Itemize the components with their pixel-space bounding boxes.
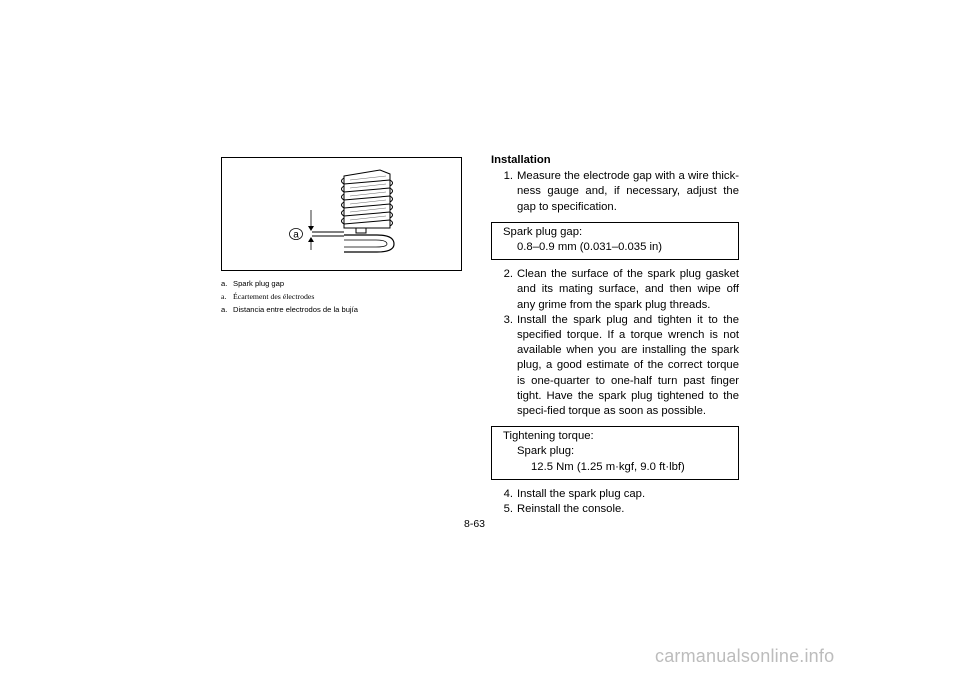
spec-box-gap xyxy=(491,222,739,260)
ground-electrode xyxy=(344,235,394,252)
step-3: 3. Install the spark plug and tighten it to the specified torque. If a torque wrench is not available when you are installing the spark plug, a good estimate of the correct torque is one-quarter to one-half turn past finger tight. Have the spark plug tightened to the speci-fied torque as soon as possible. xyxy=(503,313,739,418)
spec-gap-value: 0.8–0.9 mm (0.031–0.035 in) xyxy=(517,241,663,254)
spec-torque-sublabel: Spark plug: xyxy=(517,445,575,458)
spark-plug-threads xyxy=(342,170,393,228)
spec-gap-label: Spark plug gap: xyxy=(503,225,583,238)
step-5: 5. Reinstall the console. xyxy=(503,503,625,516)
spec-torque-value: 12.5 Nm (1.25 m·kgf, 9.0 ft·lbf) xyxy=(531,460,685,473)
step-4: 4. Install the spark plug cap. xyxy=(503,487,646,500)
watermark-link[interactable]: carmanualsonline.info xyxy=(655,646,835,666)
spark-plug-illustration xyxy=(222,158,463,272)
caption-english: a. Spark plug gap xyxy=(221,279,285,288)
caption-french: a. Écartement des électrodes xyxy=(221,292,315,301)
figure-captions xyxy=(221,277,471,316)
spec-torque-label: Tightening torque: xyxy=(503,430,594,443)
page-number: 8-63 xyxy=(464,518,486,530)
step-2: 2. Clean the surface of the spark plug gasket and its mating surface, and then wipe off any grime from the spark plug threads. xyxy=(503,268,739,311)
spec-box-torque xyxy=(491,426,739,480)
spark-plug-figure xyxy=(221,157,462,271)
callout-letter: a xyxy=(293,229,299,241)
caption-spanish: a. Distancia entre electrodos de la bujía xyxy=(221,305,358,314)
center-electrode xyxy=(356,228,366,233)
step-1: 1. Measure the electrode gap with a wire thick-ness gauge and, if necessary, adjust the gap to specification. xyxy=(503,170,739,213)
section-title: Installation xyxy=(491,154,551,166)
installation-section xyxy=(491,153,739,517)
